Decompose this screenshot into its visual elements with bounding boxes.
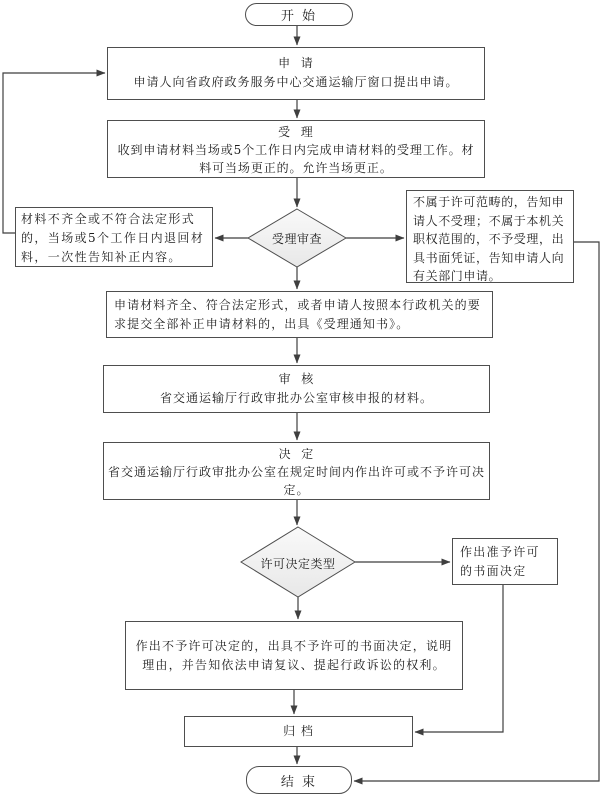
decision-type-label: 许可决定类型 [260,557,336,571]
decide-title: 决 定 [278,447,315,461]
audit-body: 省交通运输厅行政审批办公室审核申报的材料。 [159,391,433,405]
accept-title: 受 理 [278,125,314,139]
start-label: 开 始 [280,9,318,24]
end-label: 结 束 [280,774,318,790]
incomplete-materials-body: 材料不齐全或不符合法定形式的，当场或5个工作日内退回材料，一次性告知补正内容。 [21,212,205,264]
acceptance-notice-box [106,291,493,338]
archive-box [184,716,413,747]
grant-decision-box [452,538,558,585]
end-terminator [246,766,352,794]
deny-decision-box [125,621,463,690]
grant-decision-body: 作出准予许可的书面决定 [460,545,540,578]
deny-decision-body: 作出不予许可决定的，出具不予许可的书面决定，说明理由，并告知依法申请复议、提起行政诉讼的权利。 [135,638,453,672]
review-check-label: 受理审查 [271,232,322,246]
apply-title: 申 请 [278,56,314,70]
audit-title: 审 核 [278,372,315,386]
apply-step-box [107,47,485,100]
out-of-scope-body: 不属于许可范畴的，告知申请人不受理；不属于本机关职权范围的，不予受理，出具书面凭证，告知申请人向有关部门申请。 [413,195,565,283]
accept-body: 收到申请材料当场或5个工作日内完成申请材料的受理工作。材料可当场更正的。允许当场更正。 [117,143,475,175]
start-terminator [245,3,353,26]
archive-label: 归 档 [283,724,314,738]
accept-step-box [107,120,485,178]
audit-step-box [103,365,490,413]
decide-step-box [103,442,490,500]
decide-body: 省交通运输厅行政审批办公室在规定时间内作出许可或不予许可决定。 [108,465,486,497]
incomplete-materials-box [15,207,213,267]
acceptance-notice-body: 申请材料齐全、符合法定形式，或者申请人按照本行政机关的要求提交全部补正申请材料的，出具《受理通知书》。 [114,298,481,331]
apply-body: 申请人向省政府政务服务中心交通运输厅窗口提出申请。 [133,75,459,89]
out-of-scope-box [406,190,574,283]
